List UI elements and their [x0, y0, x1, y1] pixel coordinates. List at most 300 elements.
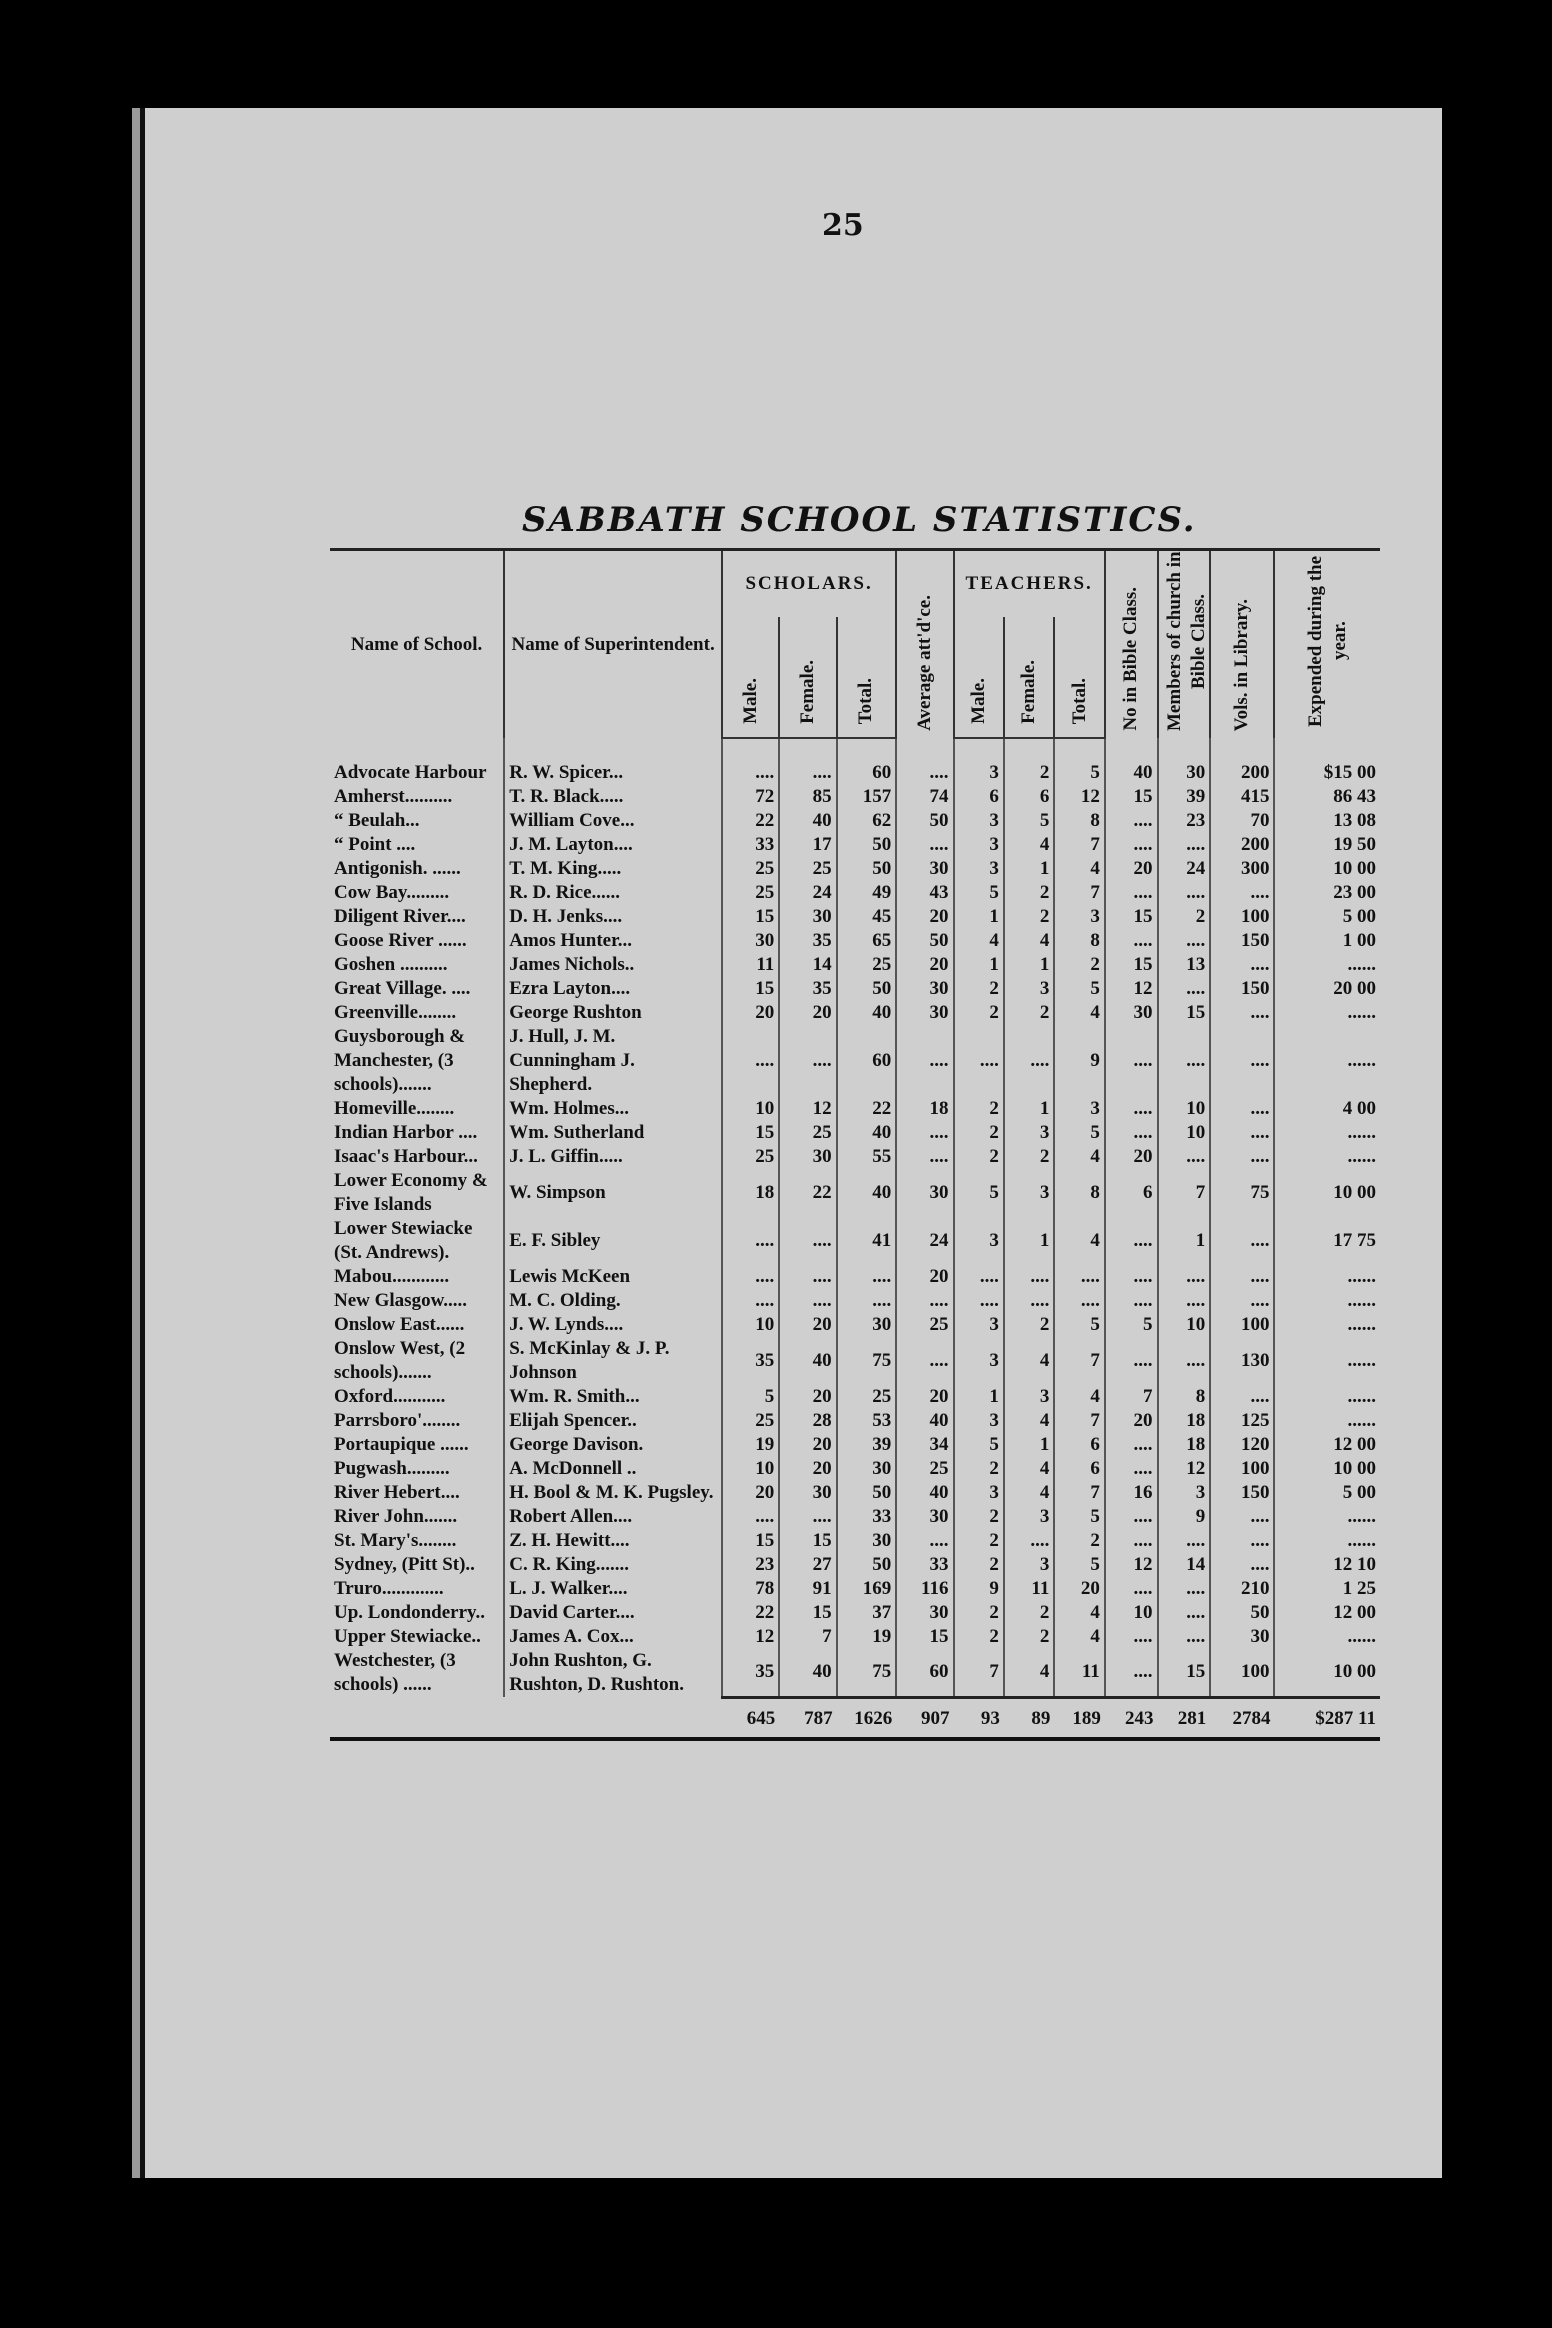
- total-cell: 907: [896, 1697, 953, 1739]
- stat-cell: 210: [1210, 1577, 1274, 1601]
- stat-cell: 2: [1004, 1313, 1054, 1337]
- stat-cell: 7: [1158, 1169, 1211, 1217]
- superintendent-cell: R. D. Rice......: [504, 881, 722, 905]
- stat-cell: ....: [1158, 1337, 1211, 1385]
- stat-cell: ....: [1210, 1553, 1274, 1577]
- table-row: [330, 1265, 1380, 1289]
- stat-cell: 20: [896, 953, 953, 977]
- stat-cell: 2: [1054, 953, 1104, 977]
- header-average-attendance: [896, 550, 953, 739]
- table-row: [330, 1121, 1380, 1145]
- stat-cell: 3: [954, 1217, 1004, 1265]
- stat-cell: 4: [1054, 1601, 1104, 1625]
- table-row: [330, 1001, 1380, 1025]
- stat-cell: 4: [1004, 1481, 1054, 1505]
- library-label: Vols. in Library.: [1231, 598, 1253, 731]
- stat-cell: 15: [722, 1529, 779, 1553]
- stat-cell: ....: [1054, 1265, 1104, 1289]
- stat-cell: 43: [896, 881, 953, 905]
- stat-cell: 5: [954, 1169, 1004, 1217]
- total-cell: 1626: [837, 1697, 897, 1739]
- superintendent-cell: L. J. Walker....: [504, 1577, 722, 1601]
- stat-cell: 25: [722, 881, 779, 905]
- stat-cell: 10: [722, 1313, 779, 1337]
- stat-cell: ....: [1158, 977, 1211, 1001]
- superintendent-cell: H. Bool & M. K. Pugsley.: [504, 1481, 722, 1505]
- total-cell: $287 11: [1274, 1697, 1380, 1739]
- stat-cell: 2: [1004, 881, 1054, 905]
- stat-cell: 60: [837, 1025, 897, 1097]
- stat-cell: 10: [1158, 1121, 1211, 1145]
- stat-cell: 30: [1105, 1001, 1158, 1025]
- stat-cell: 7: [1054, 833, 1104, 857]
- table-row: [330, 1481, 1380, 1505]
- superintendent-cell: Amos Hunter...: [504, 929, 722, 953]
- stat-cell: ....: [1210, 1097, 1274, 1121]
- stat-cell: 24: [779, 881, 836, 905]
- binding-gutter: [140, 108, 145, 2178]
- stat-cell: ....: [1105, 929, 1158, 953]
- school-name-cell: River Hebert....: [334, 1482, 460, 1503]
- stat-cell: ....: [1210, 1001, 1274, 1025]
- header-scholar-male: [722, 617, 779, 738]
- stat-cell: 62: [837, 809, 897, 833]
- header-scholar-total: [837, 617, 897, 738]
- stat-cell: ....: [1004, 1265, 1054, 1289]
- page-number: 25: [822, 208, 864, 243]
- stat-cell: 9: [954, 1577, 1004, 1601]
- stat-cell: 100: [1210, 1457, 1274, 1481]
- stat-cell: 150: [1210, 1481, 1274, 1505]
- stat-cell: 3: [1054, 1097, 1104, 1121]
- school-name-cell: River John.......: [334, 1506, 458, 1527]
- stat-cell: 28: [779, 1409, 836, 1433]
- stat-cell: 7: [954, 1649, 1004, 1697]
- stat-cell: 6: [1004, 785, 1054, 809]
- stat-cell: 1: [1004, 1097, 1054, 1121]
- table-row: [330, 1529, 1380, 1553]
- superintendent-cell: Z. H. Hewitt....: [504, 1529, 722, 1553]
- stat-cell: 35: [779, 929, 836, 953]
- superintendent-cell: J. Hull, J. M. Cunningham J. Shepherd.: [504, 1025, 722, 1097]
- stat-cell: ....: [1105, 1025, 1158, 1097]
- superintendent-cell: Robert Allen....: [504, 1505, 722, 1529]
- stat-cell: 200: [1210, 738, 1274, 785]
- school-name-cell: Antigonish. ......: [334, 858, 461, 879]
- stat-cell: 41: [837, 1217, 897, 1265]
- school-name-cell: Upper Stewiacke..: [334, 1626, 481, 1647]
- stat-cell: ......: [1274, 1121, 1380, 1145]
- stat-cell: 2: [954, 1457, 1004, 1481]
- header-name-of-school: Name of School.: [330, 550, 504, 739]
- stat-cell: ....: [722, 1217, 779, 1265]
- stat-cell: ....: [837, 1289, 897, 1313]
- table-footer: [330, 1697, 1380, 1739]
- stat-cell: ....: [1158, 1025, 1211, 1097]
- stat-cell: 4: [1054, 1625, 1104, 1649]
- stat-cell: 12 00: [1274, 1601, 1380, 1625]
- stat-cell: 25: [837, 953, 897, 977]
- table-header: [330, 550, 1380, 739]
- superintendent-cell: George Davison.: [504, 1433, 722, 1457]
- stat-cell: ....: [954, 1025, 1004, 1097]
- stat-cell: 1 25: [1274, 1577, 1380, 1601]
- stat-cell: 2: [954, 977, 1004, 1001]
- superintendent-cell: M. C. Olding.: [504, 1289, 722, 1313]
- stat-cell: 157: [837, 785, 897, 809]
- totals-spacer: [330, 1697, 504, 1739]
- table-row: [330, 1097, 1380, 1121]
- stat-cell: 20: [722, 1001, 779, 1025]
- stat-cell: 22: [837, 1097, 897, 1121]
- table-row: [330, 1217, 1380, 1265]
- stat-cell: 12 00: [1274, 1433, 1380, 1457]
- stat-cell: ....: [954, 1289, 1004, 1313]
- document-page: [132, 108, 1442, 2178]
- stat-cell: 24: [1158, 857, 1211, 881]
- church-members-label: Members of church in Bible Class.: [1163, 551, 1209, 731]
- stat-cell: 300: [1210, 857, 1274, 881]
- stat-cell: 25: [779, 1121, 836, 1145]
- header-teacher-male: [954, 617, 1004, 738]
- stat-cell: 40: [779, 809, 836, 833]
- superintendent-cell: David Carter....: [504, 1601, 722, 1625]
- stat-cell: 6: [1105, 1169, 1158, 1217]
- stat-cell: 12: [1105, 1553, 1158, 1577]
- stat-cell: 10 00: [1274, 857, 1380, 881]
- stat-cell: ....: [779, 1505, 836, 1529]
- school-name-cell: Truro.............: [334, 1578, 444, 1599]
- stat-cell: ....: [1210, 1289, 1274, 1313]
- stat-cell: 33: [896, 1553, 953, 1577]
- total-cell: 281: [1158, 1697, 1211, 1739]
- stat-cell: ....: [1158, 1145, 1211, 1169]
- stat-cell: 4 00: [1274, 1097, 1380, 1121]
- stat-cell: ....: [1105, 809, 1158, 833]
- totals-spacer: [504, 1697, 722, 1739]
- header-library: [1210, 550, 1274, 739]
- stat-cell: 20 00: [1274, 977, 1380, 1001]
- school-name-cell: Advocate Harbour: [334, 761, 487, 783]
- stat-cell: 15: [1105, 785, 1158, 809]
- stat-cell: 30: [1158, 738, 1211, 785]
- stat-cell: ....: [1105, 1529, 1158, 1553]
- stat-cell: 85: [779, 785, 836, 809]
- stat-cell: 35: [722, 1337, 779, 1385]
- header-superintendent: Name of Superintendent.: [504, 550, 722, 739]
- stat-cell: 12: [722, 1625, 779, 1649]
- stat-cell: 6: [1054, 1457, 1104, 1481]
- superintendent-cell: R. W. Spicer...: [504, 738, 722, 785]
- table-row: [330, 1457, 1380, 1481]
- table-row: [330, 1025, 1380, 1097]
- teacher-female-label: Female.: [1018, 660, 1040, 724]
- stat-cell: 18: [722, 1169, 779, 1217]
- school-name-cell: Portaupique ......: [334, 1434, 469, 1455]
- stat-cell: 7: [1054, 1409, 1104, 1433]
- stat-cell: 5: [1054, 1121, 1104, 1145]
- stat-cell: 23: [722, 1553, 779, 1577]
- stat-cell: 2: [1004, 738, 1054, 785]
- stat-cell: ....: [1105, 1121, 1158, 1145]
- stat-cell: 3: [1004, 1169, 1054, 1217]
- header-teachers: TEACHERS.: [954, 550, 1105, 618]
- stat-cell: 25: [896, 1313, 953, 1337]
- school-name-cell: Up. Londonderry..: [334, 1602, 485, 1623]
- stat-cell: 49: [837, 881, 897, 905]
- expended-label: Expended during the year.: [1304, 555, 1350, 727]
- stat-cell: 34: [896, 1433, 953, 1457]
- stat-cell: ....: [1105, 833, 1158, 857]
- stat-cell: 35: [722, 1649, 779, 1697]
- table-row: [330, 881, 1380, 905]
- stat-cell: 116: [896, 1577, 953, 1601]
- superintendent-cell: T. R. Black.....: [504, 785, 722, 809]
- stat-cell: ....: [1105, 881, 1158, 905]
- stat-cell: 20: [896, 905, 953, 929]
- stat-cell: 30: [896, 1601, 953, 1625]
- stat-cell: ......: [1274, 1313, 1380, 1337]
- stat-cell: 25: [837, 1385, 897, 1409]
- stat-cell: 22: [722, 1601, 779, 1625]
- stat-cell: 5: [1004, 809, 1054, 833]
- stat-cell: 10: [722, 1457, 779, 1481]
- stat-cell: 75: [1210, 1169, 1274, 1217]
- superintendent-cell: Wm. Sutherland: [504, 1121, 722, 1145]
- stat-cell: 10: [1105, 1601, 1158, 1625]
- school-name-cell: Lower Economy & Five Islands: [334, 1170, 488, 1215]
- table-row: [330, 857, 1380, 881]
- school-name-cell: Pugwash.........: [334, 1458, 450, 1479]
- school-name-cell: Isaac's Harbour...: [334, 1146, 478, 1167]
- stat-cell: 30: [779, 905, 836, 929]
- stat-cell: 3: [954, 1481, 1004, 1505]
- stat-cell: 50: [837, 857, 897, 881]
- stat-cell: 15: [896, 1625, 953, 1649]
- stat-cell: 4: [1054, 1145, 1104, 1169]
- stat-cell: 78: [722, 1577, 779, 1601]
- stat-cell: 4: [1004, 1409, 1054, 1433]
- stat-cell: 5: [1054, 738, 1104, 785]
- stat-cell: ....: [1158, 1289, 1211, 1313]
- stat-cell: ....: [1105, 1505, 1158, 1529]
- stat-cell: 30: [896, 1505, 953, 1529]
- superintendent-cell: James Nichols..: [504, 953, 722, 977]
- stat-cell: 3: [1004, 1505, 1054, 1529]
- stat-cell: 4: [1004, 1337, 1054, 1385]
- stat-cell: 40: [896, 1481, 953, 1505]
- stat-cell: 30: [837, 1313, 897, 1337]
- stat-cell: ....: [1210, 953, 1274, 977]
- stat-cell: ......: [1274, 1289, 1380, 1313]
- stat-cell: 40: [837, 1169, 897, 1217]
- superintendent-cell: William Cove...: [504, 809, 722, 833]
- stat-cell: 169: [837, 1577, 897, 1601]
- stat-cell: 17: [779, 833, 836, 857]
- stat-cell: 20: [1105, 857, 1158, 881]
- stat-cell: ......: [1274, 1385, 1380, 1409]
- stat-cell: 12: [1158, 1457, 1211, 1481]
- stat-cell: ....: [1158, 833, 1211, 857]
- superintendent-cell: J. M. Layton....: [504, 833, 722, 857]
- superintendent-cell: W. Simpson: [504, 1169, 722, 1217]
- stat-cell: ......: [1274, 1337, 1380, 1385]
- school-name-cell: Greenville........: [334, 1002, 457, 1023]
- superintendent-cell: E. F. Sibley: [504, 1217, 722, 1265]
- stat-cell: 415: [1210, 785, 1274, 809]
- school-name-cell: New Glasgow.....: [334, 1290, 467, 1311]
- stat-cell: 35: [779, 977, 836, 1001]
- stat-cell: 5 00: [1274, 1481, 1380, 1505]
- stat-cell: 8: [1054, 929, 1104, 953]
- stat-cell: ....: [896, 1025, 953, 1097]
- stat-cell: 14: [1158, 1553, 1211, 1577]
- stat-cell: 125: [1210, 1409, 1274, 1433]
- stat-cell: ......: [1274, 1265, 1380, 1289]
- stat-cell: 50: [896, 809, 953, 833]
- totals-row: [330, 1697, 1380, 1739]
- stat-cell: 10 00: [1274, 1457, 1380, 1481]
- superintendent-cell: S. McKinlay & J. P. Johnson: [504, 1337, 722, 1385]
- table-row: [330, 1385, 1380, 1409]
- stat-cell: 19 50: [1274, 833, 1380, 857]
- stat-cell: ....: [896, 833, 953, 857]
- stat-cell: 1: [1004, 1433, 1054, 1457]
- stat-cell: 50: [896, 929, 953, 953]
- stat-cell: ....: [1210, 1217, 1274, 1265]
- stat-cell: 20: [779, 1001, 836, 1025]
- superintendent-cell: A. McDonnell ..: [504, 1457, 722, 1481]
- stat-cell: ....: [896, 738, 953, 785]
- header-scholars: SCHOLARS.: [722, 550, 896, 618]
- stat-cell: 4: [1004, 1649, 1054, 1697]
- stat-cell: 20: [779, 1313, 836, 1337]
- superintendent-cell: George Rushton: [504, 1001, 722, 1025]
- stat-cell: 30: [896, 977, 953, 1001]
- stat-cell: 18: [1158, 1409, 1211, 1433]
- stat-cell: ......: [1274, 1625, 1380, 1649]
- stat-cell: 10 00: [1274, 1169, 1380, 1217]
- stat-cell: 3: [954, 1313, 1004, 1337]
- header-bible-class: [1105, 550, 1158, 739]
- school-name-cell: Parrsboro'........: [334, 1410, 461, 1431]
- header-scholar-female: [779, 617, 836, 738]
- stat-cell: 20: [896, 1385, 953, 1409]
- stat-cell: 11: [1004, 1577, 1054, 1601]
- stat-cell: 100: [1210, 1313, 1274, 1337]
- stat-cell: 8: [1158, 1385, 1211, 1409]
- stat-cell: 20: [722, 1481, 779, 1505]
- stat-cell: 1: [954, 1385, 1004, 1409]
- stat-cell: 23 00: [1274, 881, 1380, 905]
- superintendent-cell: J. W. Lynds....: [504, 1313, 722, 1337]
- stat-cell: 12: [1054, 785, 1104, 809]
- total-cell: 89: [1004, 1697, 1054, 1739]
- stat-cell: 50: [837, 1481, 897, 1505]
- superintendent-cell: Wm. R. Smith...: [504, 1385, 722, 1409]
- total-cell: 2784: [1210, 1697, 1274, 1739]
- table-row: [330, 1577, 1380, 1601]
- stat-cell: 100: [1210, 905, 1274, 929]
- stat-cell: 13 08: [1274, 809, 1380, 833]
- stat-cell: ....: [1210, 1385, 1274, 1409]
- stat-cell: 11: [1054, 1649, 1104, 1697]
- stat-cell: 15: [1105, 905, 1158, 929]
- stat-cell: 40: [837, 1121, 897, 1145]
- school-name-cell: Mabou............: [334, 1266, 450, 1287]
- school-name-cell: Homeville........: [334, 1098, 455, 1119]
- superintendent-cell: C. R. King.......: [504, 1553, 722, 1577]
- stat-cell: 60: [896, 1649, 953, 1697]
- table-row: [330, 1409, 1380, 1433]
- stat-cell: 3: [1004, 1385, 1054, 1409]
- stat-cell: ....: [779, 738, 836, 785]
- stat-cell: 40: [896, 1409, 953, 1433]
- school-name-cell: St. Mary's........: [334, 1530, 457, 1551]
- stat-cell: 15: [1158, 1001, 1211, 1025]
- stat-cell: ....: [1210, 1505, 1274, 1529]
- stat-cell: 4: [1004, 833, 1054, 857]
- superintendent-cell: D. H. Jenks....: [504, 905, 722, 929]
- stat-cell: 15: [722, 905, 779, 929]
- stat-cell: ......: [1274, 1025, 1380, 1097]
- stat-cell: 5: [1054, 1313, 1104, 1337]
- stat-cell: ....: [896, 1337, 953, 1385]
- stat-cell: ....: [1105, 1625, 1158, 1649]
- stat-cell: 8: [1054, 1169, 1104, 1217]
- table-row: [330, 1625, 1380, 1649]
- stat-cell: 3: [954, 1409, 1004, 1433]
- stat-cell: $15 00: [1274, 738, 1380, 785]
- stat-cell: 40: [779, 1337, 836, 1385]
- table-row: [330, 1433, 1380, 1457]
- stat-cell: 1: [954, 905, 1004, 929]
- table-row: [330, 1289, 1380, 1313]
- stat-cell: 7: [779, 1625, 836, 1649]
- stat-cell: 15: [1158, 1649, 1211, 1697]
- stat-cell: ....: [779, 1265, 836, 1289]
- stat-cell: 1: [954, 953, 1004, 977]
- average-attendance-label: Average att'd'ce.: [913, 595, 935, 731]
- stat-cell: ....: [779, 1025, 836, 1097]
- stat-cell: 15: [779, 1601, 836, 1625]
- table-row: [330, 809, 1380, 833]
- stat-cell: ....: [1105, 1457, 1158, 1481]
- school-name-cell: Oxford...........: [334, 1386, 446, 1407]
- stat-cell: 3: [1004, 1121, 1054, 1145]
- stat-cell: 1: [1004, 857, 1054, 881]
- stat-cell: ....: [1158, 1625, 1211, 1649]
- stat-cell: 50: [1210, 1601, 1274, 1625]
- stat-cell: ....: [1105, 1217, 1158, 1265]
- teacher-total-label: Total.: [1068, 677, 1090, 724]
- stat-cell: 2: [1004, 1145, 1054, 1169]
- stat-cell: ....: [722, 1265, 779, 1289]
- stat-cell: 2: [1004, 1601, 1054, 1625]
- stat-cell: 150: [1210, 977, 1274, 1001]
- stat-cell: 50: [837, 977, 897, 1001]
- teacher-male-label: Male.: [967, 678, 989, 724]
- stat-cell: ....: [1210, 1121, 1274, 1145]
- stat-cell: ....: [1105, 1289, 1158, 1313]
- stat-cell: 2: [954, 1145, 1004, 1169]
- stat-cell: ....: [1004, 1289, 1054, 1313]
- table-row: [330, 905, 1380, 929]
- table-row: [330, 1553, 1380, 1577]
- stat-cell: 4: [1054, 1217, 1104, 1265]
- stat-cell: 5: [722, 1385, 779, 1409]
- stat-cell: 15: [722, 977, 779, 1001]
